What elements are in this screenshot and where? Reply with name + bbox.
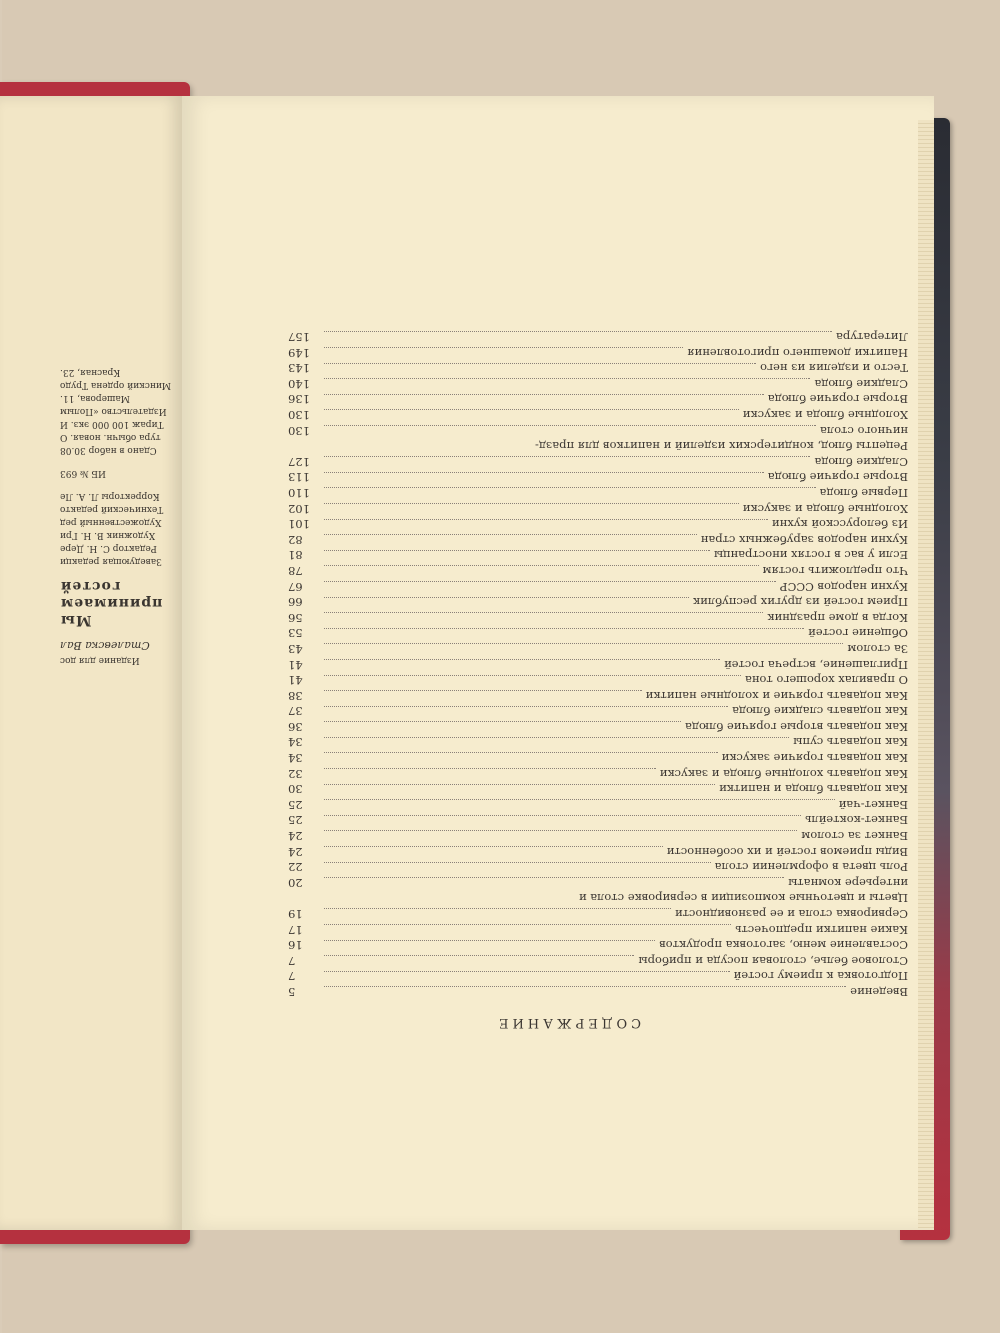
toc-leader-dots [324,347,683,349]
toc-leader-dots [324,753,718,755]
toc-entry-page: 102 [288,501,310,516]
toc-entry-title: Что предложить гостям [762,563,908,578]
book-title-line3: гостей [60,578,121,594]
toc-heading: СОДЕРЖАНИЕ [494,1015,642,1030]
toc-entry-title: Напитки домашнего приготовления [687,345,908,360]
toc-entry [288,406,908,422]
toc-entry-page: 41 [288,673,303,688]
publisher-note: Издание для дос [60,655,140,665]
toc-list [288,328,908,999]
toc-leader-dots [324,877,784,879]
imprint-line: ИБ № 693 [60,468,106,478]
toc-leader-dots [324,628,804,630]
toc-leader-dots [324,799,835,801]
toc-entry [288,625,908,641]
toc-entry-title: Если у вас в гостях иностранцы [713,548,908,563]
toc-entry-title: Вторые горячие блюда [767,470,908,485]
toc-entry-title: Сладкие блюда [814,376,908,391]
toc-entry-page: 22 [288,860,303,875]
toc-entry-title: Холодные блюда и закуски [742,408,908,423]
toc-entry [288,703,908,719]
toc-entry-title: Из белорусской кухни [771,517,908,532]
toc-leader-dots [324,378,810,380]
toc-leader-dots [324,737,789,739]
toc-leader-dots [324,721,681,723]
toc-entry-title: Виды приемов гостей и их особенности [666,844,908,859]
toc-entry-title: интерьере комнаты [788,875,908,890]
toc-entry-page: 127 [288,454,310,469]
imprint-line: Технический редакто [60,504,164,514]
toc-entry-page: 67 [288,579,303,594]
left-page-imprint [60,226,180,666]
toc-entry [288,983,908,999]
toc-entry [288,484,908,500]
toc-entry [288,687,908,703]
toc-entry [288,360,908,376]
toc-leader-dots [324,612,763,614]
imprint-line: Заведующая редакци [60,556,162,566]
toc-entry-page: 24 [288,844,303,859]
toc-entry-title: Роль цвета в оформлении стола [714,860,908,875]
toc-entry-title: Введение [850,985,908,999]
toc-entry-page: 24 [288,829,303,844]
author-name: Сталевска Вал [60,639,150,652]
toc-leader-dots [324,908,671,910]
toc-entry [288,843,908,859]
imprint-line: Издательство «Полым [60,406,167,416]
toc-entry [288,765,908,781]
toc-leader-dots [324,675,741,677]
toc-entry-page: 81 [288,548,303,563]
toc-entry-page: 53 [288,626,303,641]
toc-leader-dots [324,425,816,427]
toc-entry-title: Кухни народов СССР [779,579,908,594]
toc-entry-title: Какие напитки предпочесть [735,922,908,937]
toc-entry-title: Как подавать горячие и холодные напитки [645,688,908,703]
toc-entry-page: 25 [288,797,303,812]
toc-entry-page: 19 [288,907,303,922]
toc-entry-page: 34 [288,735,303,750]
toc-entry-page: 66 [288,595,303,610]
toc-entry-page: 136 [288,392,310,407]
toc-entry [288,531,908,547]
toc-entry [288,812,908,828]
toc-entry-page: 37 [288,704,303,719]
toc-entry-page: 36 [288,719,303,734]
toc-entry [288,672,908,688]
toc-entry [288,968,908,984]
toc-entry-title: Как подавать горячие закуски [721,751,908,766]
toc-entry-title: Подготовка к приему гостей [733,969,908,984]
imprint-line: Корректоры Л. А. Ле [60,491,160,501]
toc-leader-dots [324,846,663,848]
toc-leader-dots [324,441,531,442]
toc-leader-dots [324,456,810,458]
toc-entry [288,453,908,469]
toc-entry [288,937,908,953]
toc-entry [288,750,908,766]
toc-leader-dots [324,768,656,770]
imprint-line: тура обычн. новая. О [60,432,161,442]
toc-entry-page: 56 [288,610,303,625]
toc-entry [288,391,908,407]
toc-entry-page: 78 [288,563,303,578]
toc-leader-dots [324,409,739,411]
toc-entry-title: Прием гостей из других республик [692,595,908,610]
toc-leader-dots [324,690,642,692]
toc-entry-title: Цветы и цветочные композиции в сервировке стола и [578,891,908,906]
toc-entry [288,516,908,532]
toc-entry-title: О правилах хорошего тона [744,673,908,688]
imprint-line: Машерова, 11. [60,393,130,403]
toc-entry [288,952,908,968]
imprint-line: Красная, 23. [60,367,121,377]
toc-entry-title: Банкет-чай [838,797,908,812]
toc-entry-title: Как подавать вторые горячие блюда [685,719,908,734]
toc-entry-title: Как подавать блюда и напитки [719,782,908,797]
toc-leader-dots [324,986,846,988]
toc-entry-page: 82 [288,532,303,547]
toc-entry [288,874,908,890]
left-page [0,96,182,1230]
toc-entry [288,609,908,625]
toc-entry-title: Как подавать супы [793,735,908,750]
toc-entry [288,640,908,656]
toc-entry-page: 113 [288,470,310,485]
toc-entry-title: Холодные блюда и закуски [742,501,908,516]
toc-leader-dots [324,659,720,661]
toc-leader-dots [324,550,710,552]
toc-entry-page: 41 [288,657,303,672]
toc-entry [288,500,908,516]
toc-leader-dots [324,955,634,957]
toc-entry-title: Когда в доме праздник [767,610,908,625]
toc-leader-dots [324,862,711,864]
toc-entry [288,422,908,438]
toc-entry-title: Сладкие блюда [814,454,908,469]
page-edge [918,120,934,1228]
toc-entry [288,578,908,594]
toc-leader-dots [324,940,655,942]
toc-entry [288,375,908,391]
toc-leader-dots [324,519,768,521]
toc-entry-page: 20 [288,875,303,890]
toc-entry [288,656,908,672]
toc-entry-title: Кухни народов зарубежных стран [700,532,908,547]
toc-entry [288,718,908,734]
toc-entry [288,827,908,843]
toc-entry-title: Рецепты блюд, кондитерских изделий и напитков для празд- [534,439,908,454]
toc-leader-dots [324,815,801,817]
toc-leader-dots [324,565,759,567]
toc-entry-title: Как подавать сладкие блюда [732,704,908,719]
toc-entry-title: Столовое белье, столовая посуда и приборы [638,953,908,968]
toc-entry-title: Первые блюда [819,486,908,500]
toc-entry-title: Общение гостей [808,626,908,641]
toc-entry-page: 25 [288,813,303,828]
toc-entry-page: 157 [288,330,310,345]
toc-entry-title: Тесто и изделия из него [760,361,908,376]
toc-entry-page: 149 [288,345,310,360]
imprint-line: Художник В. Н. Гри [60,530,156,540]
toc-entry-page: 130 [288,408,310,423]
toc-leader-dots [324,363,756,365]
toc-entry-page: 7 [288,969,296,984]
toc-entry [288,734,908,750]
toc-entry-page: 5 [288,985,296,999]
toc-entry-page: 17 [288,922,303,937]
toc-leader-dots [324,784,715,786]
toc-leader-dots [324,394,764,396]
toc-leader-dots [324,924,731,926]
toc-leader-dots [324,597,689,599]
imprint-line: Минский ордена Трудо [60,380,172,390]
toc-leader-dots [324,472,764,474]
toc-entry-title: Вторые горячие блюда [767,392,908,407]
toc-entry [288,438,908,454]
toc-entry [288,890,908,906]
imprint-line: Художественный ред [60,517,162,527]
toc-leader-dots [324,487,816,489]
toc-entry-title: Составление меню, заготовка продуктов [659,938,908,953]
toc-entry-title: Литература [836,330,908,345]
imprint-line: Сдано в набор 30.08 [60,445,157,455]
toc-entry-page: 32 [288,766,303,781]
toc-entry [288,796,908,812]
toc-entry-title: Сервировка стола и ее разновидности [674,907,908,922]
toc-leader-dots [324,503,739,505]
table-of-contents [288,310,908,1030]
toc-entry-title: Банкет за столом [801,829,908,844]
toc-entry-page: 43 [288,641,303,656]
book-title-line2: принимаем [60,595,163,611]
toc-entry-page: 101 [288,517,310,532]
toc-leader-dots [324,706,728,708]
toc-entry-page: 38 [288,688,303,703]
toc-entry-title: Приглашение, встреча гостей [724,657,908,672]
toc-entry [288,344,908,360]
toc-entry [288,547,908,563]
toc-entry-page: 16 [288,938,303,953]
toc-entry-page: 143 [288,361,310,376]
toc-entry [288,859,908,875]
toc-leader-dots [324,971,730,973]
toc-leader-dots [324,830,797,832]
toc-entry-title: Банкет-коктейль [805,813,908,828]
toc-entry [288,781,908,797]
toc-entry-page: 140 [288,376,310,391]
toc-entry [288,562,908,578]
imprint-line: Тираж 100 000 экз. И [60,419,164,429]
toc-entry-page: 30 [288,782,303,797]
toc-entry-title: За столом [847,641,908,656]
imprint-line: Редактор С. Н. Дере [60,543,157,553]
toc-entry [288,594,908,610]
toc-entry-page: 130 [288,423,310,438]
toc-leader-dots [324,643,843,645]
toc-entry-title: Как подавать холодные блюда и закуски [659,766,908,781]
toc-leader-dots [324,534,697,536]
toc-leader-dots [324,331,832,333]
toc-entry [288,905,908,921]
toc-leader-dots [324,893,575,894]
toc-entry-page: 34 [288,751,303,766]
toc-entry [288,921,908,937]
toc-entry-page: 110 [288,486,310,500]
toc-entry-page: 7 [288,953,296,968]
toc-leader-dots [324,581,776,583]
book-title-line1: Мы [60,612,92,628]
toc-entry [288,469,908,485]
toc-entry-title: ничного стола [819,423,908,438]
toc-entry [288,328,908,344]
